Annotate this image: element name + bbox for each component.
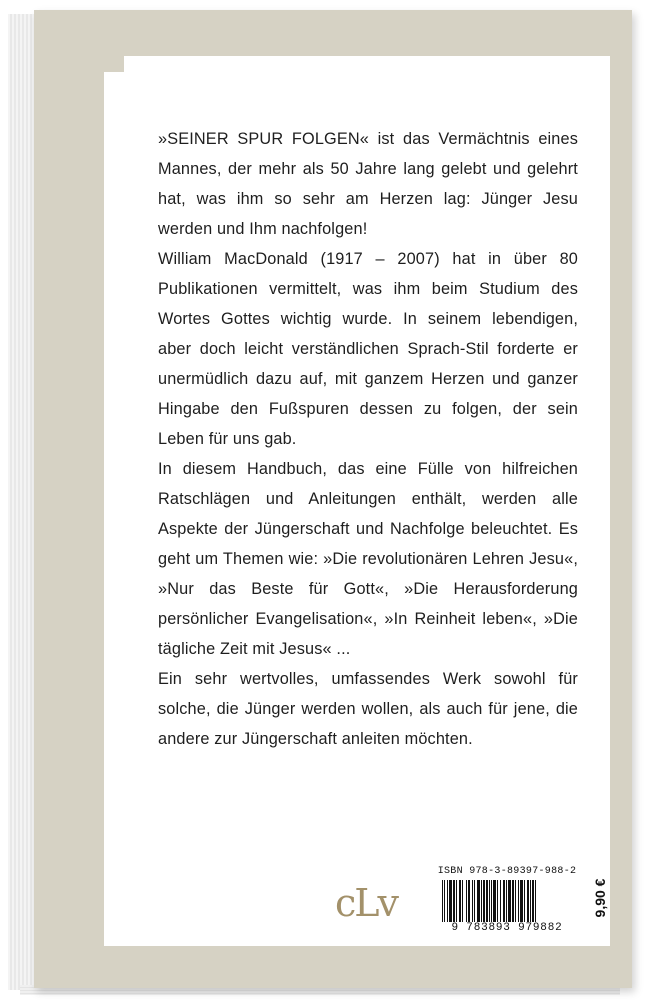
publisher-logo: cLv xyxy=(335,881,397,925)
blurb-paragraph-1: »SEINER SPUR FOLGEN« ist das Vermächtnis eines Mannes, der mehr als 50 Jahre lang gelebt und gelehrt hat, was ihm so sehr am Herzen lag: Jünger Jesu werden und Ihm nachfolgen! xyxy=(158,130,578,238)
barcode-bars xyxy=(442,880,578,922)
blurb-paragraph-4: Ein sehr wertvolles, umfassendes Werk sowohl für solche, die Jünger werden wollen, als auch für jene, die andere zur Jüngerschaft anleiten möchten. xyxy=(158,670,578,748)
isbn-label: ISBN 978-3-89397-988-2 xyxy=(437,866,577,877)
barcode-stripe xyxy=(536,880,537,922)
isbn-barcode xyxy=(432,866,582,938)
blurb-paragraph-3: In diesem Handbuch, das eine Fülle von hilfreichen Ratschlägen und Anleitungen enthält, werden alle Aspekte der Jüngerschaft und Nachfolge beleuchtet. Es geht um Themen wie: »Die revolutionären Lehren Jesu«, »Nur das Beste für Gott«, »Die Herausforderung persönlicher Evangelisation«, »In Reinheit leben«, »Die tägliche Zeit mit Jesus« ... xyxy=(158,460,578,658)
price-text: 9,90 € xyxy=(592,878,608,918)
blurb-paragraph-2: William MacDonald (1917 – 2007) hat in über 80 Publikationen vermittelt, was ihm beim Studium des Wortes Gottes wichtig wurde. In seinem lebendigen, aber doch leicht verständlichen Sprach-Stil forderte er unermüdlich dazu auf, mit ganzem Herzen und ganzer Hingabe den Fußspuren dessen zu folgen, der sein Leben für uns gab. xyxy=(158,250,578,448)
blurb-text xyxy=(158,124,578,754)
price-label xyxy=(588,858,612,938)
barcode-number: 9 783893 979882 xyxy=(451,922,563,934)
